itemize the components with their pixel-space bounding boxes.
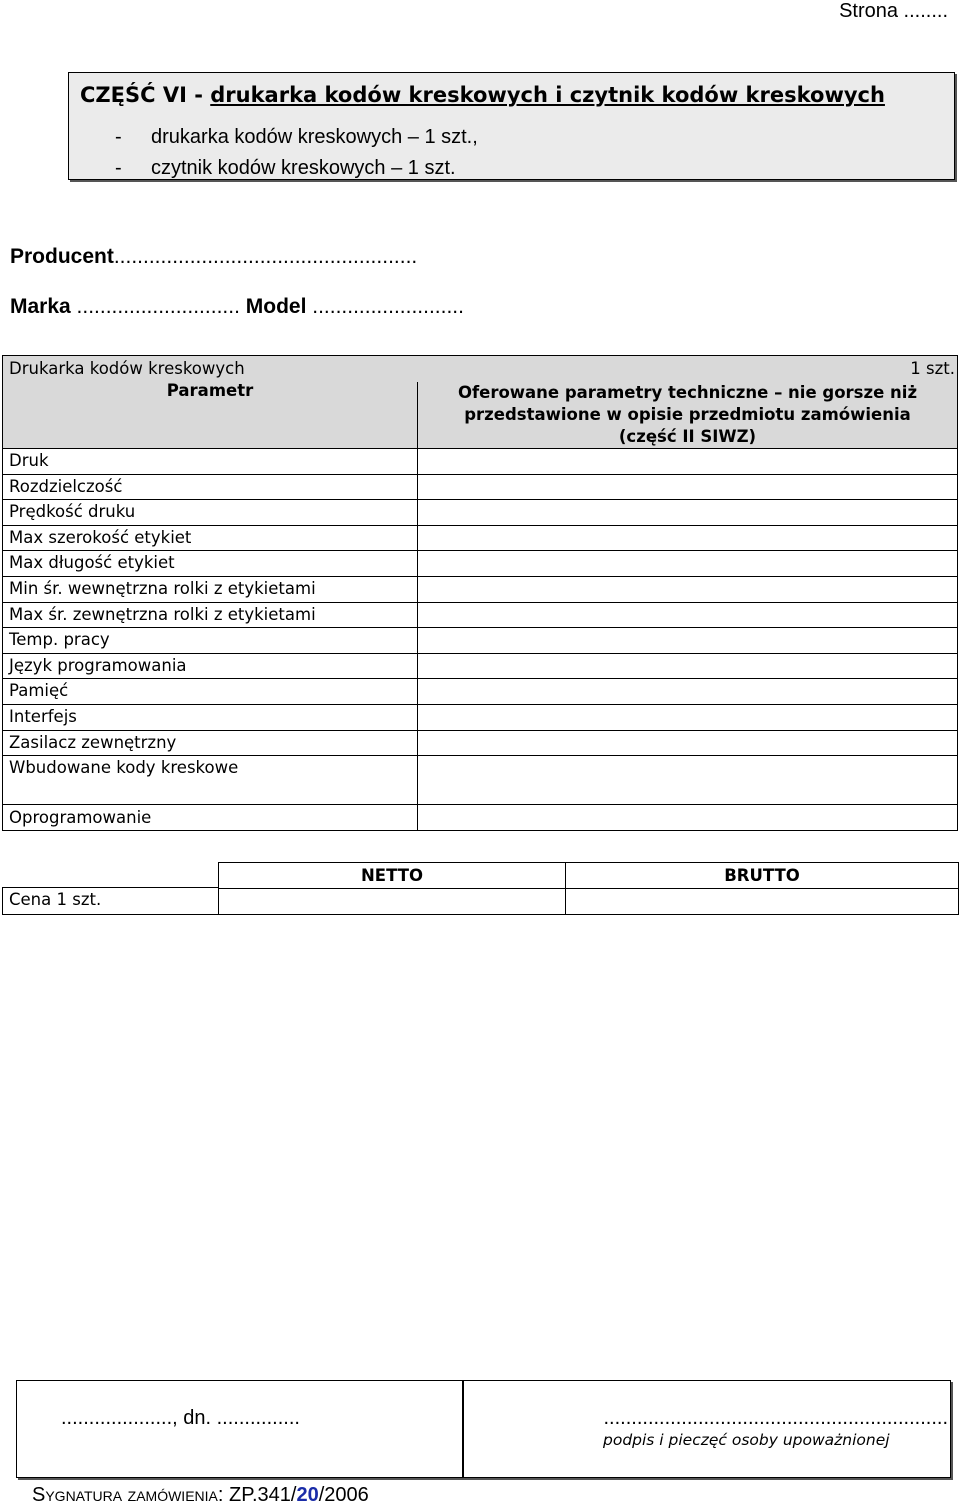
table-row [3, 679, 958, 705]
section-title [80, 83, 885, 107]
section-title-subject: drukarka kodów kreskowych i czytnik kodów kreskowych [210, 83, 885, 107]
order-reference-label: Sygnatura zamówienia [32, 1484, 218, 1506]
param-value-cell[interactable] [418, 628, 958, 654]
table-row [3, 805, 958, 831]
param-name: Max długość etykiet [3, 551, 418, 577]
param-value-cell[interactable] [418, 756, 958, 805]
table-row [3, 653, 958, 679]
param-value-cell[interactable] [418, 653, 958, 679]
param-value-cell[interactable] [418, 805, 958, 831]
param-name: Pamięć [3, 679, 418, 705]
signature-box [16, 1380, 951, 1478]
param-value-cell[interactable] [418, 449, 958, 475]
bullet-dash: - [115, 126, 122, 148]
model-field[interactable]: .......................... [306, 295, 464, 318]
param-name: Prędkość druku [3, 500, 418, 526]
table-row [3, 576, 958, 602]
table-row [3, 602, 958, 628]
brutto-header: BRUTTO [566, 863, 959, 889]
table-row [3, 449, 958, 475]
param-name: Max śr. zewnętrzna rolki z etykietami [3, 602, 418, 628]
param-value-cell[interactable] [418, 474, 958, 500]
order-reference-number: 20 [296, 1484, 319, 1506]
order-reference [32, 1484, 369, 1507]
param-value-cell[interactable] [418, 576, 958, 602]
producer-label: Producent [10, 245, 114, 268]
col-header-parameter: Parametr [3, 382, 418, 449]
price-header-row [219, 863, 959, 889]
netto-value-cell[interactable] [219, 889, 566, 915]
price-table [218, 862, 959, 915]
section-item-text: czytnik kodów kreskowych – 1 szt. [151, 157, 456, 179]
param-value-cell[interactable] [418, 500, 958, 526]
brand-field[interactable]: ............................ [70, 295, 246, 318]
param-name: Interfejs [3, 704, 418, 730]
section-item-text: drukarka kodów kreskowych – 1 szt., [151, 126, 478, 148]
param-value-cell[interactable] [418, 551, 958, 577]
brand-model-line [10, 295, 464, 319]
signature-field[interactable]: .............................................................. [603, 1407, 948, 1429]
table-row [3, 525, 958, 551]
table-row [3, 551, 958, 577]
model-label: Model [245, 295, 307, 318]
param-value-cell[interactable] [418, 525, 958, 551]
spec-table-title-row [3, 356, 958, 383]
producer-field[interactable]: .................................................... [113, 245, 418, 268]
section-title-prefix: CZĘŚĆ VI - [80, 83, 211, 107]
netto-header: NETTO [219, 863, 566, 889]
param-name: Wbudowane kody kreskowe [3, 756, 418, 805]
brutto-value-cell[interactable] [566, 889, 959, 915]
param-name: Druk [3, 449, 418, 475]
table-row [3, 756, 958, 805]
signature-divider [462, 1381, 464, 1477]
section-header-box [68, 72, 955, 180]
param-name: Język programowania [3, 653, 418, 679]
signature-caption: podpis i pieczęć osoby upoważnionej [603, 1431, 890, 1449]
param-name: Oprogramowanie [3, 805, 418, 831]
table-row [3, 474, 958, 500]
col-header-offer: Oferowane parametry techniczne – nie gorsze niż przedstawione w opisie przedmiotu zamówienia (część II SIWZ) [418, 382, 958, 449]
section-item [115, 126, 478, 149]
param-name: Max szerokość etykiet [3, 525, 418, 551]
table-row [3, 628, 958, 654]
spec-table [2, 355, 958, 831]
param-name: Temp. pracy [3, 628, 418, 654]
param-name: Min śr. wewnętrzna rolki z etykietami [3, 576, 418, 602]
page-number: Strona ........ [839, 0, 948, 22]
bullet-dash: - [115, 157, 122, 179]
table-row [3, 500, 958, 526]
producer-line [10, 245, 417, 269]
table-row [3, 704, 958, 730]
param-value-cell[interactable] [418, 679, 958, 705]
device-quantity: 1 szt. [418, 356, 958, 383]
param-value-cell[interactable] [418, 704, 958, 730]
order-reference-year: /2006 [318, 1484, 369, 1506]
param-name: Zasilacz zewnętrzny [3, 730, 418, 756]
table-row [3, 730, 958, 756]
param-value-cell[interactable] [418, 730, 958, 756]
param-value-cell[interactable] [418, 602, 958, 628]
order-reference-prefix: : ZP.341/ [217, 1484, 297, 1506]
price-value-row [219, 889, 959, 915]
brand-label: Marka [10, 295, 71, 318]
device-name: Drukarka kodów kreskowych [3, 356, 418, 383]
place-date-field[interactable]: ...................., dn. ............... [61, 1407, 300, 1429]
section-item [115, 157, 456, 180]
spec-table-header-row [3, 382, 958, 449]
param-name: Rozdzielczość [3, 474, 418, 500]
price-label: Cena 1 szt. [2, 887, 219, 915]
